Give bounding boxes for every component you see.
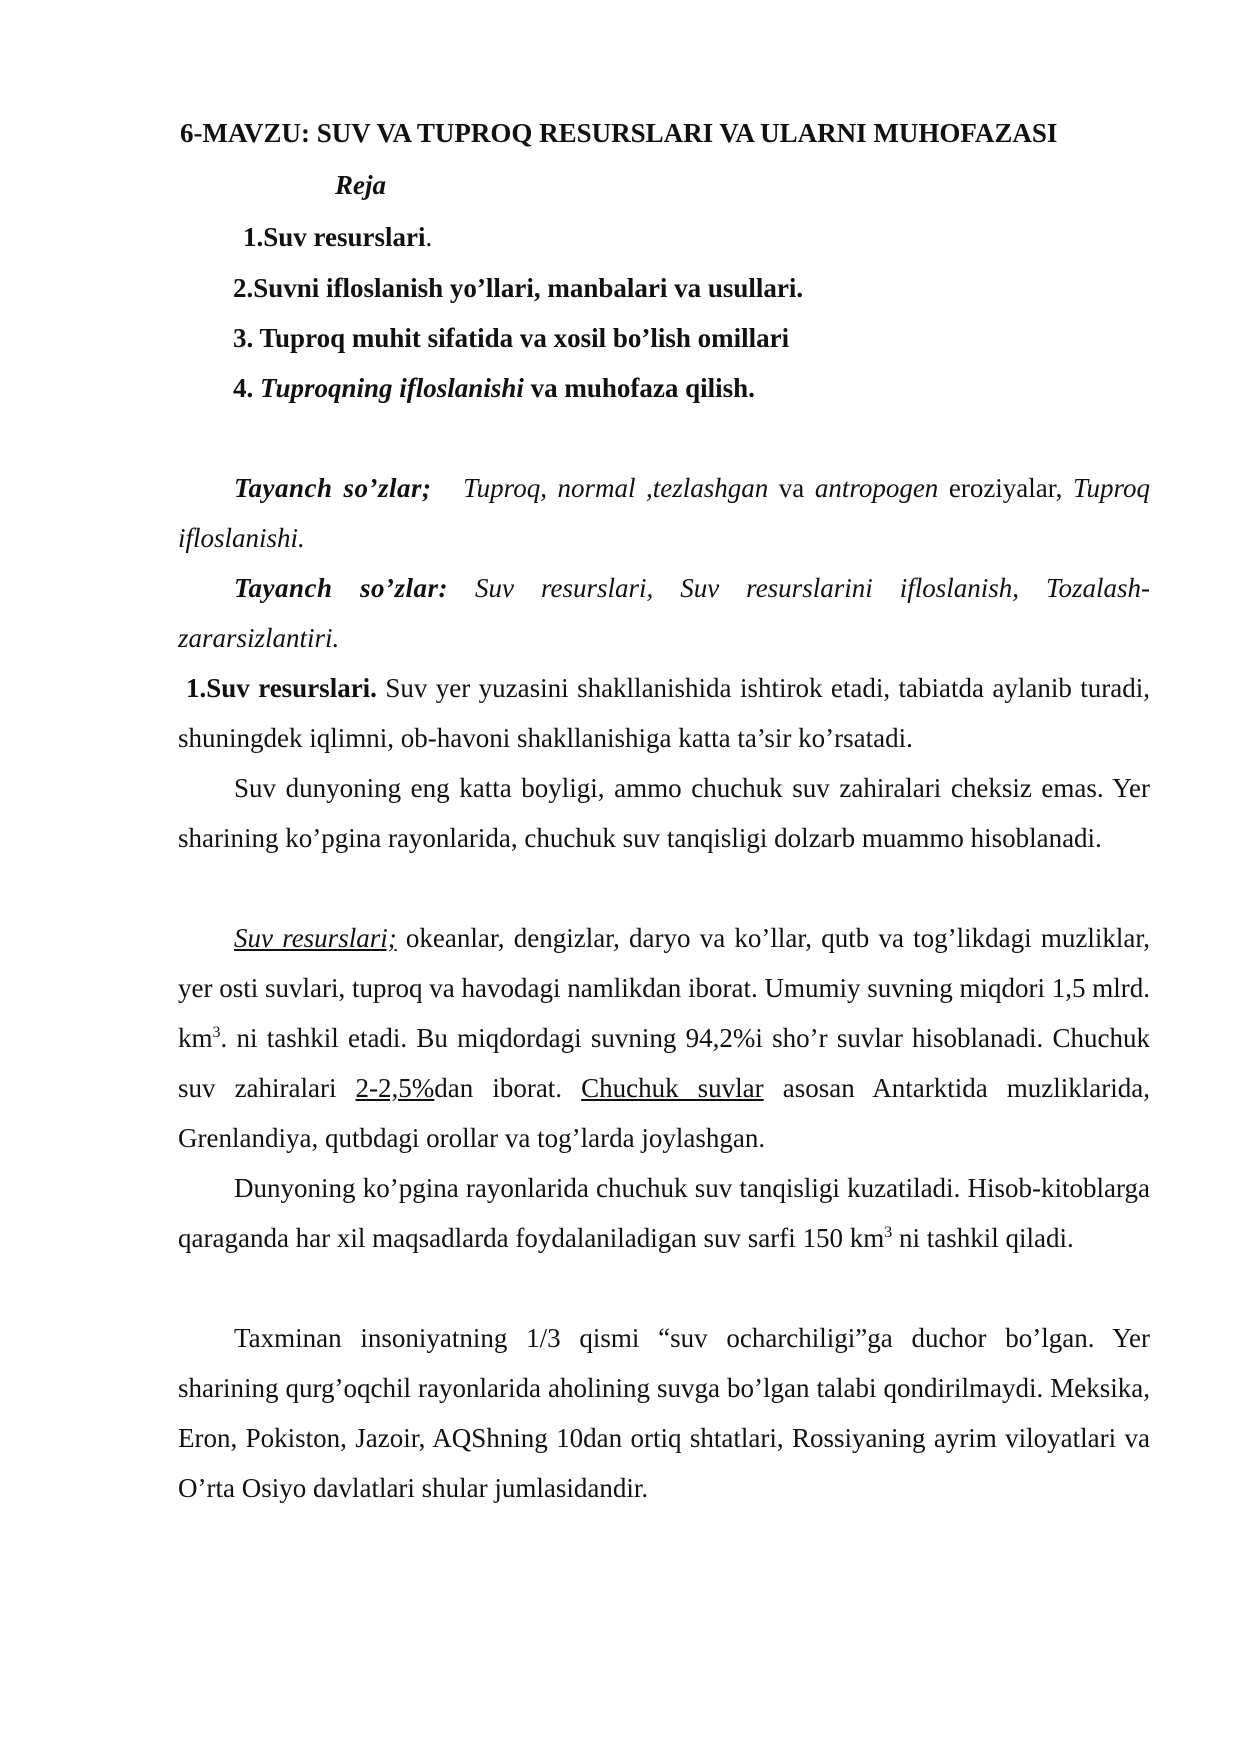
section-1 xyxy=(178,663,1150,763)
paragraph-3-t3: dan iborat. xyxy=(434,1073,582,1103)
plan-item-4 xyxy=(233,373,755,404)
keywords-soil-t2: va xyxy=(768,473,815,503)
paragraph-3-t2: . ni tashkil etadi. Bu miqdordagi suvning 94,2%i sho’r suvlar hisoblanadi. Chuchuk suv zahiralari xyxy=(178,1023,1150,1103)
plan-item-1-text: 1.Suv resurslari xyxy=(243,222,426,252)
keywords-water xyxy=(178,563,1150,663)
plan-heading: Reja xyxy=(335,170,386,200)
paragraph-2 xyxy=(178,763,1150,863)
paragraph-5-text: Taxminan insoniyatning 1/3 qismi “suv ocharchiligi”ga duchor bo’lgan. Yer sharining qurg’oqchil rayonlarida aholining suvga bo’lgan talabi qondirilmaydi. Meksika, Eron, Pokiston, Jazoir, AQShning 10dan ortiq shtatlari, Rossiyaning ayrim viloyatlari va O’rta Osiyo davlatlari shular jumlasidandir. xyxy=(178,1323,1150,1503)
paragraph-4-t2: ni tashkil qiladi. xyxy=(892,1223,1074,1253)
freshwater-percent: 2-2,5% xyxy=(355,1073,435,1103)
plan-item-4-prefix: 4. xyxy=(233,373,260,403)
freshwater-term: Chuchuk suvlar xyxy=(581,1073,764,1103)
section-1-text: Suv yer yuzasini shakllanishida ishtirok etadi, tabiatda aylanib turadi, shuningdek iqlimni, ob-havoni shakllanishiga katta ta’sir ko’rsatadi. xyxy=(178,673,1150,753)
keywords-soil-t4: eroziyalar, xyxy=(938,473,1073,503)
paragraph-3-t1: okeanlar, dengizlar, daryo va ko’llar, qutb va tog’likdagi muzliklar, yer osti suvlari, tuproq va havodagi namlikdan iborat. Umumiy suvning miqdori 1,5 mlrd. km xyxy=(178,923,1150,1053)
paragraph-3-t4: asosan Antarktida muzliklarida, Grenlandiya, qutbdagi orollar va tog’larda joylashgan. xyxy=(178,1073,1151,1153)
plan-item-4-italic: Tuproqning ifloslanishi xyxy=(260,373,524,403)
keywords-soil-t1: Tuproq, normal ,tezlashgan xyxy=(463,473,769,503)
paragraph-4 xyxy=(178,1163,1150,1263)
keywords-soil-label: Tayanch so’zlar; xyxy=(234,473,432,503)
keywords-water-text: Suv resurslari, Suv resurslarini ifloslanish, Tozalash-zararsizlantiri. xyxy=(178,573,1150,653)
plan-item-2: 2.Suvni ifloslanish yo’llari, manbalari va usullari. xyxy=(233,273,804,303)
keywords-water-label: Tayanch so’zlar: xyxy=(234,573,449,603)
plan-item-1-tail: . xyxy=(425,222,433,252)
water-resources-term: Suv resurslari; xyxy=(234,923,397,953)
keywords-soil-t3: antropogen xyxy=(814,473,939,503)
paragraph-5 xyxy=(178,1313,1150,1513)
paragraph-3 xyxy=(178,913,1150,1163)
plan-item-4-suffix: va muhofaza qilish. xyxy=(523,373,755,403)
paragraph-2-text: Suv dunyoning eng katta boyligi, ammo chuchuk suv zahiralari cheksiz emas. Yer sharining ko’pgina rayonlarida, chuchuk suv tanqisligi dolzarb muammo hisoblanadi. xyxy=(178,773,1150,853)
paragraph-4-t1: Dunyoning ko’pgina rayonlarida chuchuk suv tanqisligi kuzatiladi. Hisob-kitoblarga qaraganda har xil maqsadlarda foydalaniladigan suv sarfi 150 km xyxy=(178,1173,1150,1253)
section-1-heading: 1.Suv resurslari. xyxy=(186,673,377,703)
superscript-3: 3 xyxy=(212,1024,221,1041)
plan-item-3: 3. Tuproq muhit sifatida va xosil bo’lish omillari xyxy=(233,323,790,353)
keywords-soil-t5: Tuproq ifloslanishi. xyxy=(178,473,1151,553)
plan-item-1 xyxy=(243,222,432,253)
page-title: 6-MAVZU: SUV VA TUPROQ RESURSLARI VA ULARNI MUHOFAZASI xyxy=(180,118,1058,148)
superscript-3b: 3 xyxy=(884,1224,893,1241)
keywords-soil xyxy=(178,463,1150,563)
